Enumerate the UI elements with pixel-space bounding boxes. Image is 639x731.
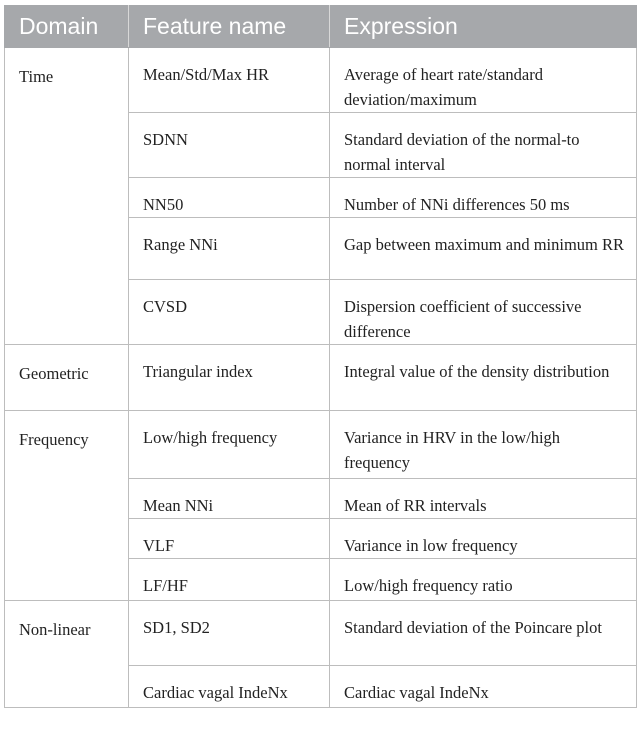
expression-cell: Number of NNi differences 50 ms: [330, 178, 637, 218]
feature-cell: CVSD: [129, 280, 330, 345]
feature-cell: Mean/Std/Max HR: [129, 48, 330, 113]
feature-cell: Mean NNi: [129, 479, 330, 519]
expression-cell: Variance in HRV in the low/high frequency: [330, 411, 637, 479]
feature-cell: Triangular index: [129, 345, 330, 411]
header-feature-name: Feature name: [129, 6, 330, 48]
domain-cell-geometric: Geometric: [5, 345, 129, 411]
domain-cell-frequency: Frequency: [5, 411, 129, 601]
expression-cell: Mean of RR intervals: [330, 479, 637, 519]
expression-cell: Variance in low frequency: [330, 519, 637, 559]
expression-cell: Standard deviation of the Poincare plot: [330, 601, 637, 666]
feature-cell: LF/HF: [129, 559, 330, 601]
table-row: [5, 48, 637, 113]
table-row: [5, 345, 637, 411]
expression-cell: Cardiac vagal IndeNx: [330, 666, 637, 708]
feature-cell: VLF: [129, 519, 330, 559]
domain-cell-non-linear: Non-linear: [5, 601, 129, 708]
header-row: [5, 6, 637, 48]
feature-cell: SDNN: [129, 113, 330, 178]
feature-table: [4, 5, 637, 708]
expression-cell: Average of heart rate/standard deviation/maximum: [330, 48, 637, 113]
table-row: [5, 411, 637, 479]
header-domain: Domain: [5, 6, 129, 48]
expression-cell: Standard deviation of the normal-to normal interval: [330, 113, 637, 178]
domain-cell-time: Time: [5, 48, 129, 345]
expression-cell: Dispersion coefficient of successive difference: [330, 280, 637, 345]
table-row: [5, 601, 637, 666]
expression-cell: Integral value of the density distribution: [330, 345, 637, 411]
feature-cell: SD1, SD2: [129, 601, 330, 666]
feature-cell: NN50: [129, 178, 330, 218]
expression-cell: Gap between maximum and minimum RR: [330, 218, 637, 280]
feature-cell: Cardiac vagal IndeNx: [129, 666, 330, 708]
feature-cell: Range NNi: [129, 218, 330, 280]
header-expression: Expression: [330, 6, 637, 48]
feature-cell: Low/high frequency: [129, 411, 330, 479]
expression-cell: Low/high frequency ratio: [330, 559, 637, 601]
